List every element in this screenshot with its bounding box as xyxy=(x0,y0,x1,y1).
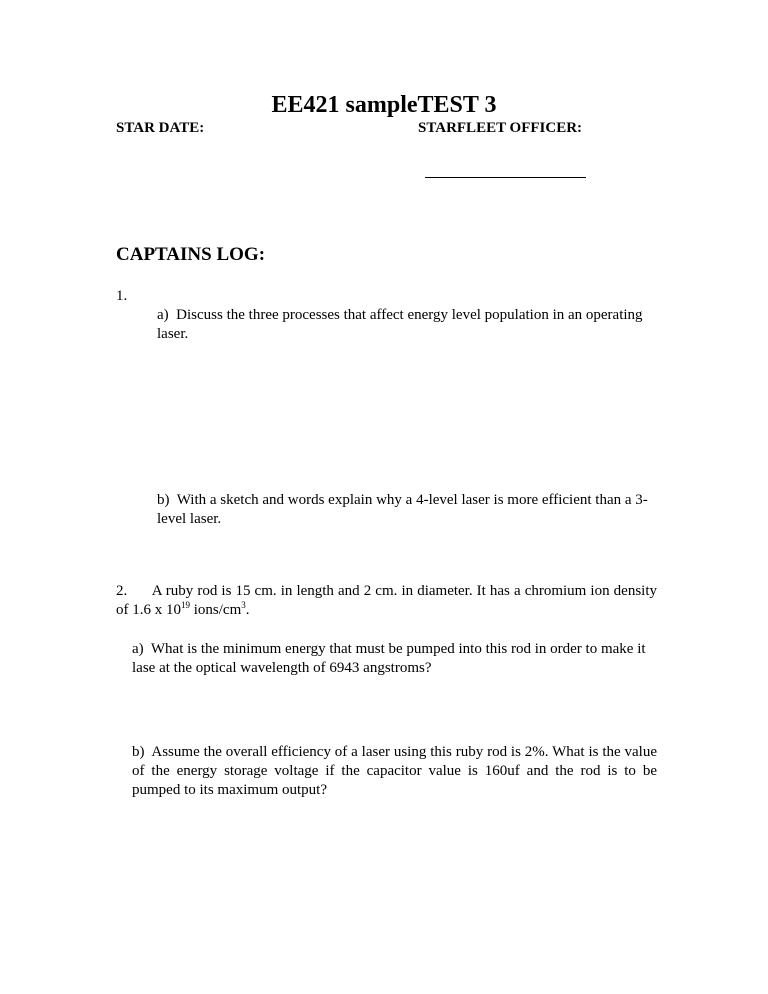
unit-exponent: 3 xyxy=(241,600,246,610)
question-1b-label: b) xyxy=(157,492,170,508)
question-1-number: 1. xyxy=(116,288,128,304)
question-1b xyxy=(157,491,657,529)
question-1a-text: Discuss the three processes that affect energy level population in an operating laser. xyxy=(157,307,643,342)
question-2a-text: What is the minimum energy that must be pumped into this rod in order to make it lase at the optical wavelength of 6943 angstroms? xyxy=(132,641,646,676)
question-2-intro-end: . xyxy=(245,602,250,618)
question-2b-label: b) xyxy=(132,744,145,760)
question-2a-label: a) xyxy=(132,641,144,657)
question-1a-label: a) xyxy=(157,307,169,323)
star-date-label: STAR DATE: xyxy=(116,120,205,136)
question-2-intro-unit: ions/cm xyxy=(190,602,242,618)
question-2a xyxy=(132,640,657,678)
section-heading: CAPTAINS LOG: xyxy=(116,244,266,265)
officer-signature-line xyxy=(425,177,586,178)
question-1b-text: With a sketch and words explain why a 4-level laser is more efficient than a 3-level laser. xyxy=(157,492,648,527)
density-exponent: 19 xyxy=(181,600,190,610)
question-2b xyxy=(132,743,657,800)
question-1a xyxy=(157,306,657,344)
question-2b-text: Assume the overall efficiency of a laser using this ruby rod is 2%. What is the value of the energy storage voltage if the capacitor value is 160uf and the rod is to be pumped to its maximum output? xyxy=(132,744,657,798)
page-title: EE421 sampleTEST 3 xyxy=(271,92,497,118)
question-2-number: 2. xyxy=(116,583,128,599)
question-2-intro xyxy=(116,582,657,620)
starfleet-officer-label: STARFLEET OFFICER: xyxy=(418,120,583,136)
question-2-intro-text: A ruby rod is 15 cm. in length and 2 cm. in diameter. It has a chromium ion density of 1.6 x 10 xyxy=(116,583,657,618)
